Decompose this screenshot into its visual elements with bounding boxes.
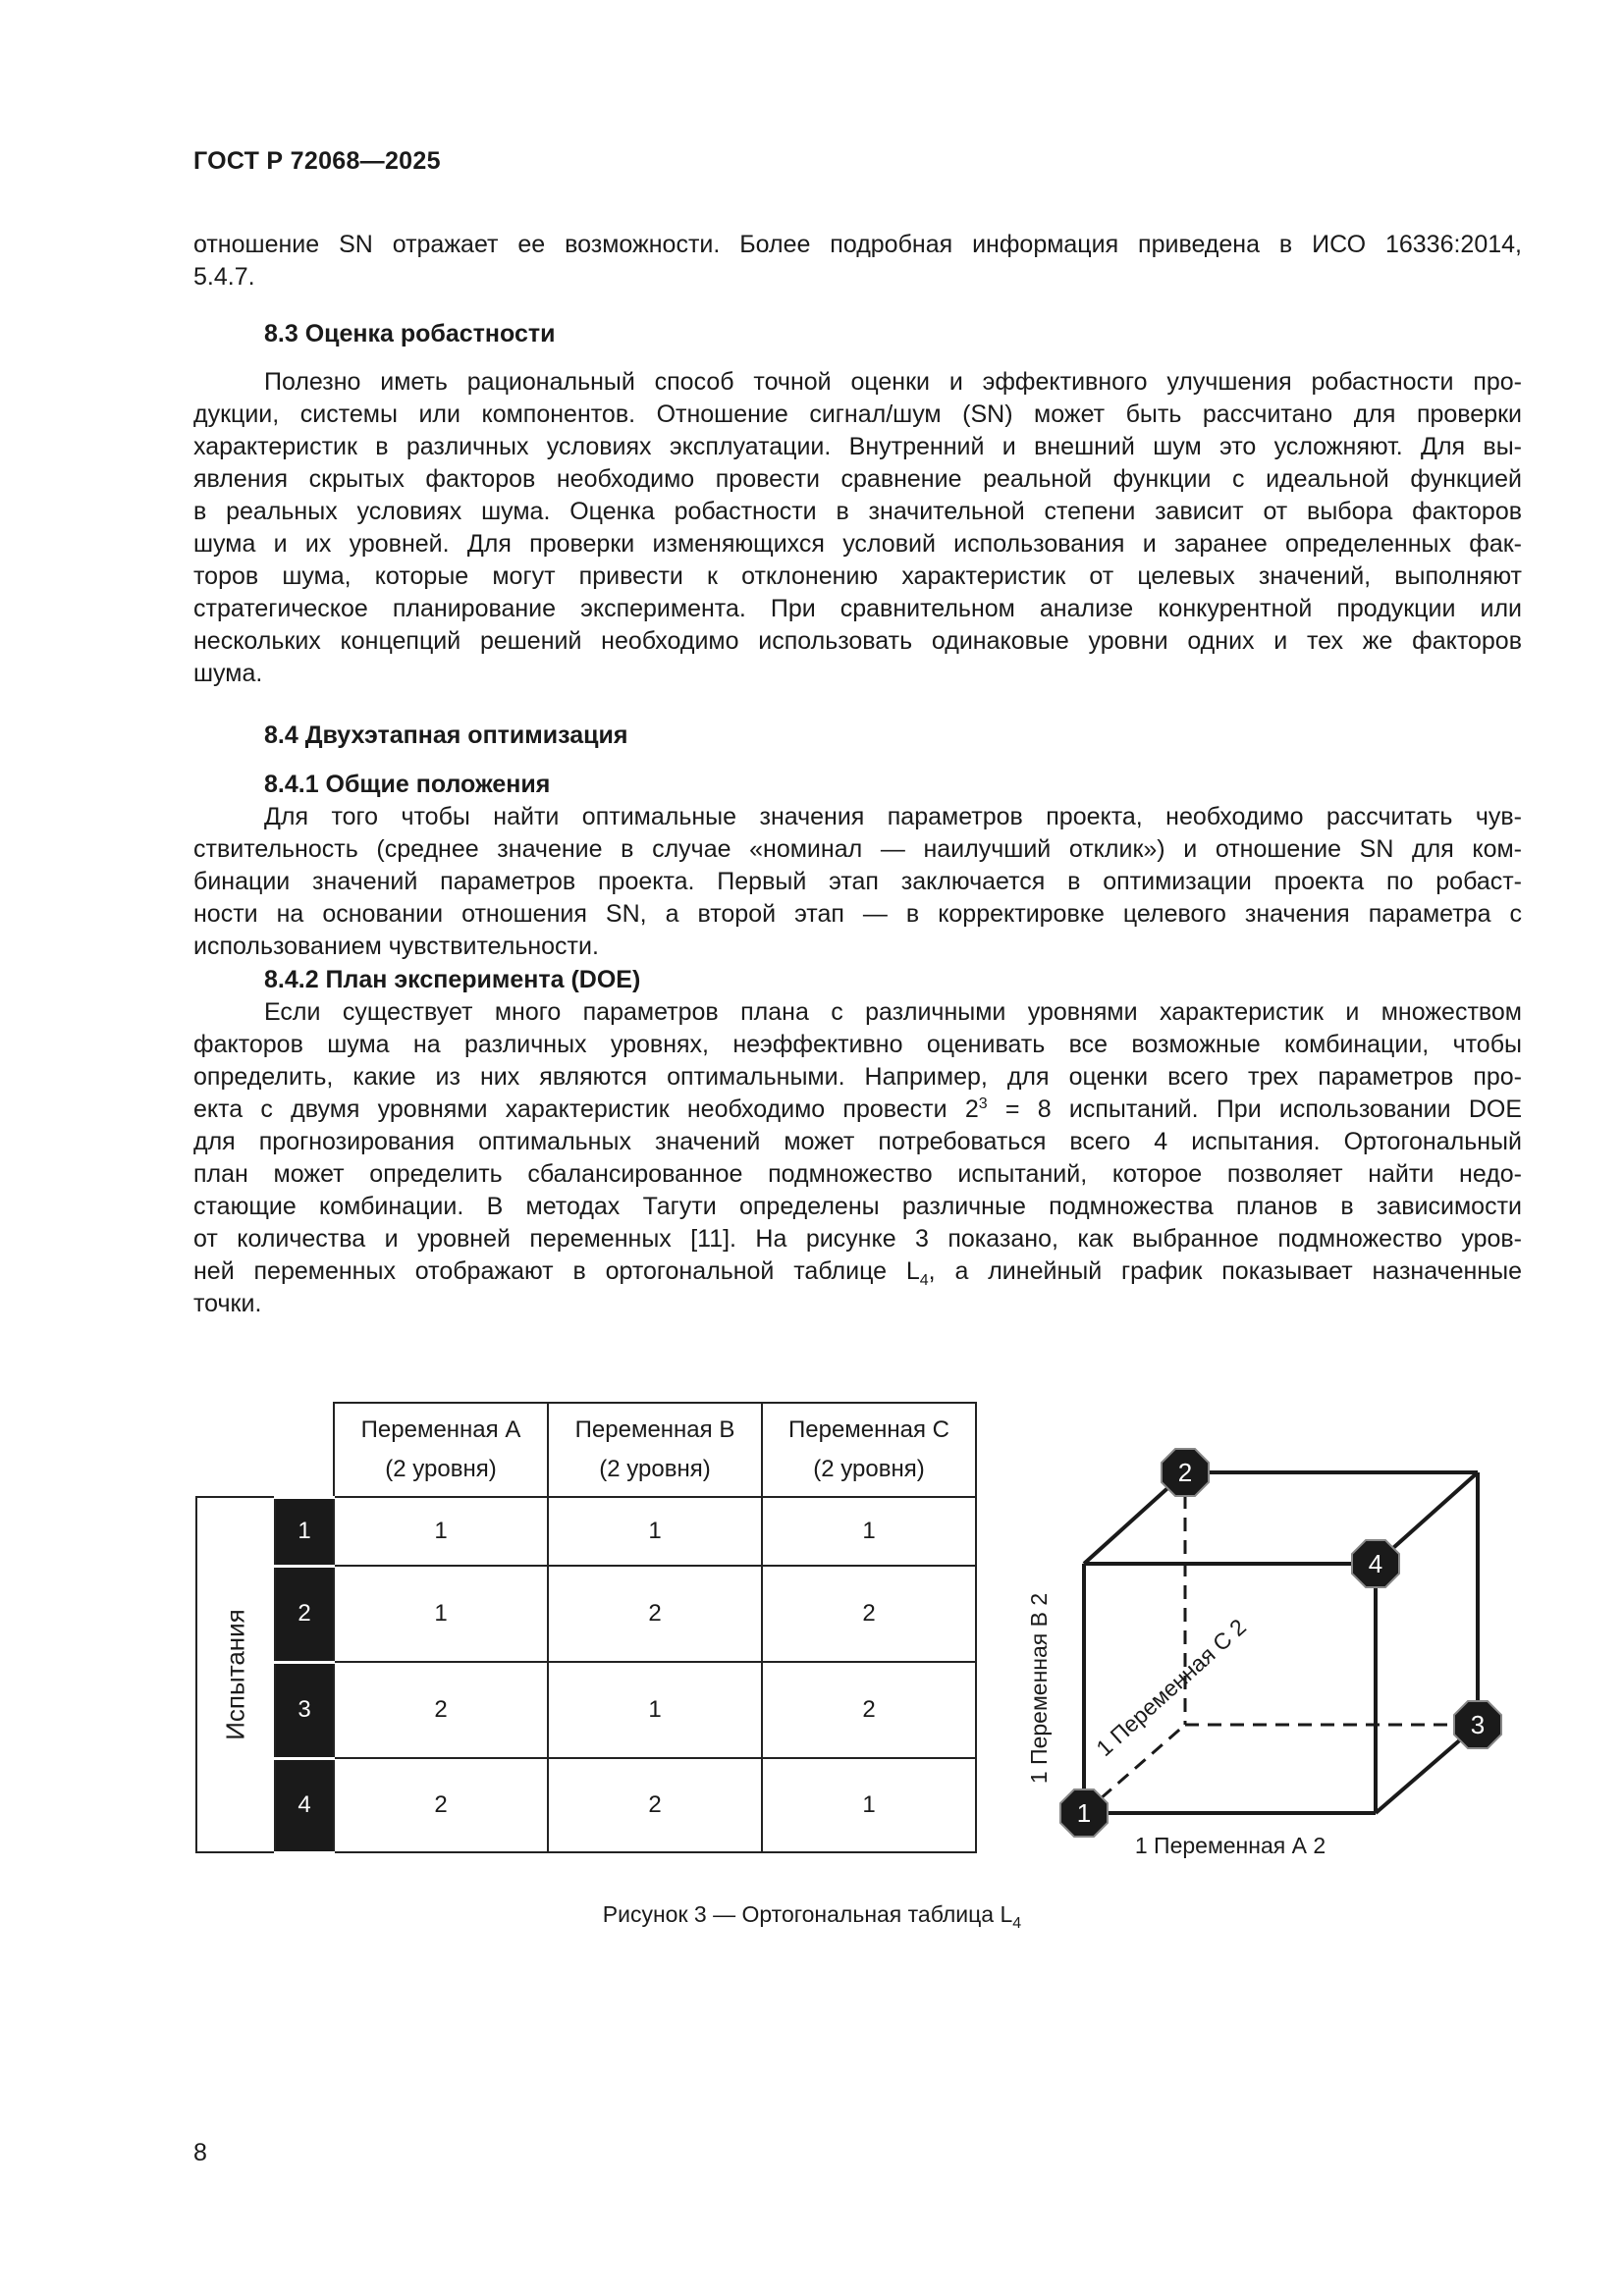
section-8-4-2-heading: 8.4.2 План эксперимента (DOE): [264, 966, 641, 993]
section-8-4-2-body: [193, 996, 1522, 1320]
text-line: от количества и уровней переменных [11]. На рисунке 3 показано, как выбранное подмножество уров-: [193, 1225, 1522, 1253]
text-line: отношение SN отражает ее возможности. Более подробная информация приведена в ИСО 16336:2014,: [193, 231, 1522, 258]
text-line: для прогнозирования оптимальных значений может потребоваться всего 4 испытания. Ортогональный: [193, 1128, 1522, 1155]
text-line: 5.4.7.: [193, 263, 255, 291]
table-cell: 2: [762, 1662, 976, 1758]
trial-number: 1: [275, 1497, 334, 1566]
text-line: Если существует много параметров плана с различными уровнями характеристик и множеством: [264, 998, 1522, 1026]
column-header-c: Переменная С (2 уровня): [762, 1403, 976, 1497]
point-label: 3: [1470, 1710, 1486, 1739]
column-header-b: Переменная В (2 уровня): [548, 1403, 762, 1497]
section-8-3-heading: 8.3 Оценка робастности: [264, 320, 556, 347]
text-line: Для того чтобы найти оптимальные значения параметров проекта, необходимо рассчитать чув-: [264, 803, 1522, 830]
table-cell: 2: [334, 1662, 548, 1758]
table-cell: 2: [762, 1566, 976, 1662]
table-cell: 1: [334, 1566, 548, 1662]
text-line: ней переменных отображают в ортогональной таблице $L_4$, а линейный график показывает назначенные: [193, 1257, 1522, 1289]
text-line: нескольких концепций решений необходимо использовать одинаковые уровни одних и тех же факторов: [193, 627, 1522, 655]
trial-number: 3: [275, 1662, 334, 1758]
document-id: ГОСТ Р 72068—2025: [193, 147, 441, 175]
text-line: шума и их уровней. Для проверки изменяющихся условий использования и заранее определенных фак-: [193, 530, 1522, 558]
text-line: характеристик в различных условиях эксплуатации. Внутренний и внешний шум это усложняют. Для вы-: [193, 433, 1522, 460]
point-label: 1: [1076, 1798, 1092, 1828]
text-line: в реальных условиях шума. Оценка робастности в значительной степени зависит от выбора факторов: [193, 498, 1522, 525]
table-row: [196, 1758, 976, 1852]
intro-paragraph: [193, 229, 1522, 294]
axis-label-b: 1 Переменная В 2: [1026, 1592, 1052, 1785]
text-line: шума.: [193, 660, 263, 687]
cube-point-2: [1162, 1449, 1209, 1496]
section-8-4-1-heading: 8.4.1 Общие положения: [264, 771, 551, 798]
section-8-4-1-body: [193, 801, 1522, 963]
text-line: определить, какие из них являются оптимальными. Например, для оценки всего трех параметров про-: [193, 1063, 1522, 1091]
text-line: явления скрытых факторов необходимо провести сравнение реальной функции с идеальной функцией: [193, 465, 1522, 493]
table-cell: 1: [548, 1497, 762, 1566]
point-label: 4: [1368, 1549, 1383, 1578]
text-line: точки.: [193, 1290, 262, 1317]
row-group-label: Испытания: [196, 1497, 275, 1852]
table-cell: 1: [334, 1497, 548, 1566]
text-line: план может определить сбалансированное подмножество испытаний, которое позволяет найти недо-: [193, 1160, 1522, 1188]
text-line: факторов шума на различных уровнях, неэффективно оценивать все возможные комбинации, чтобы: [193, 1031, 1522, 1058]
text-line: Полезно иметь рациональный способ точной оценки и эффективного улучшения робастности про-: [264, 368, 1522, 396]
table-cell: 2: [548, 1758, 762, 1852]
text-line: стратегическое планирование эксперимента. При сравнительном анализе конкурентной продукции или: [193, 595, 1522, 622]
cube-point-3: [1454, 1701, 1501, 1748]
axis-label-c: 1 Переменная С 2: [1091, 1613, 1251, 1762]
trial-number: 2: [275, 1566, 334, 1662]
cube-point-1: [1060, 1789, 1108, 1837]
text-line: торов шума, которые могут привести к отклонению характеристик от целевых значений, выполняют: [193, 562, 1522, 590]
axis-label-a: 1 Переменная А 2: [1134, 1833, 1326, 1858]
trial-number: 4: [275, 1758, 334, 1852]
point-label: 2: [1177, 1458, 1193, 1487]
table-cell: 1: [762, 1497, 976, 1566]
cube-linear-graph: [982, 1404, 1532, 1875]
page-number: 8: [193, 2139, 207, 2166]
table-row: [196, 1662, 976, 1758]
figure-caption: Рисунок 3 — Ортогональная таблица $L_4$: [602, 1901, 1022, 1932]
table-cell: 1: [762, 1758, 976, 1852]
text-line: стающие комбинации. В методах Тагути определены различные подмножества планов в зависимости: [193, 1193, 1522, 1220]
table-row: [196, 1566, 976, 1662]
section-8-4-heading: 8.4 Двухэтапная оптимизация: [264, 721, 628, 749]
section-8-3-body: [193, 366, 1522, 690]
table-cell: 2: [334, 1758, 548, 1852]
orthogonal-table-l4: [195, 1402, 977, 1854]
text-line: дукции, системы или компонентов. Отношение сигнал/шум (SN) может быть рассчитано для проверки: [193, 400, 1522, 428]
text-line: ности на основании отношения SN, а второй этап — в корректировке целевого значения параметра с: [193, 900, 1522, 928]
cube-point-4: [1352, 1540, 1399, 1587]
table-cell: 1: [548, 1662, 762, 1758]
text-line: бинации значений параметров проекта. Первый этап заключается в оптимизации проекта по робаст-: [193, 868, 1522, 895]
table-row: [196, 1497, 976, 1566]
text-line: екта с двумя уровнями характеристик необходимо провести $2^3 = 8$ испытаний. При использовании DOE: [193, 1095, 1522, 1123]
text-line: использованием чувствительности.: [193, 933, 599, 960]
column-header-a: Переменная А (2 уровня): [334, 1403, 548, 1497]
table-cell: 2: [548, 1566, 762, 1662]
text-line: ствительность (среднее значение в случае «номинал — наилучший отклик») и отношение SN для ком-: [193, 835, 1522, 863]
